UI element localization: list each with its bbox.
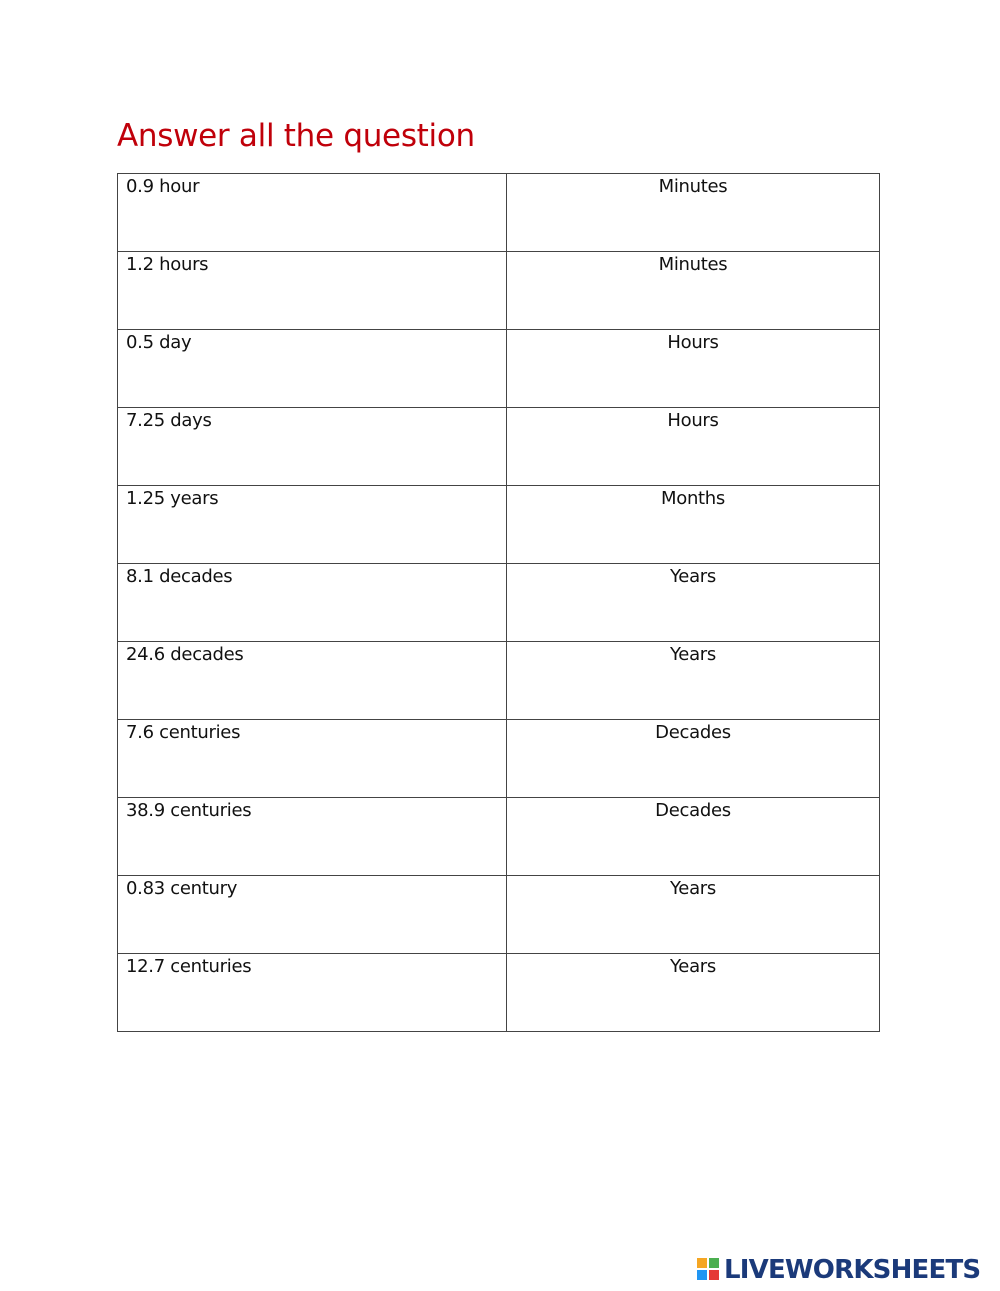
brand-name: LIVEWORKSHEETS bbox=[724, 1255, 981, 1285]
liveworksheets-logo[interactable] bbox=[697, 1255, 980, 1285]
quantity-cell: 7.25 days bbox=[118, 408, 507, 486]
target-unit-cell: Years bbox=[507, 876, 880, 954]
quantity-cell: 24.6 decades bbox=[118, 642, 507, 720]
target-unit-cell: Years bbox=[507, 954, 880, 1032]
conversion-table bbox=[117, 173, 880, 1032]
table-row bbox=[118, 486, 880, 564]
quantity-cell: 7.6 centuries bbox=[118, 720, 507, 798]
table-row bbox=[118, 564, 880, 642]
quantity-cell: 0.5 day bbox=[118, 330, 507, 408]
table-row bbox=[118, 330, 880, 408]
target-unit-cell: Minutes bbox=[507, 174, 880, 252]
target-unit-cell: Months bbox=[507, 486, 880, 564]
target-unit-cell: Hours bbox=[507, 330, 880, 408]
target-unit-cell: Decades bbox=[507, 720, 880, 798]
target-unit-cell: Decades bbox=[507, 798, 880, 876]
target-unit-cell: Minutes bbox=[507, 252, 880, 330]
liveworksheets-blocks-icon bbox=[697, 1258, 721, 1282]
target-unit-cell: Years bbox=[507, 642, 880, 720]
target-unit-cell: Hours bbox=[507, 408, 880, 486]
table-row bbox=[118, 798, 880, 876]
quantity-cell: 8.1 decades bbox=[118, 564, 507, 642]
quantity-cell: 38.9 centuries bbox=[118, 798, 507, 876]
quantity-cell: 1.25 years bbox=[118, 486, 507, 564]
target-unit-cell: Years bbox=[507, 564, 880, 642]
table-row bbox=[118, 954, 880, 1032]
table-row bbox=[118, 642, 880, 720]
table-row bbox=[118, 174, 880, 252]
table-row bbox=[118, 876, 880, 954]
quantity-cell: 1.2 hours bbox=[118, 252, 507, 330]
quantity-cell: 0.83 century bbox=[118, 876, 507, 954]
quantity-cell: 12.7 centuries bbox=[118, 954, 507, 1032]
table-row bbox=[118, 252, 880, 330]
quantity-cell: 0.9 hour bbox=[118, 174, 507, 252]
table-row bbox=[118, 720, 880, 798]
page-title: Answer all the question bbox=[117, 118, 475, 154]
table-row bbox=[118, 408, 880, 486]
